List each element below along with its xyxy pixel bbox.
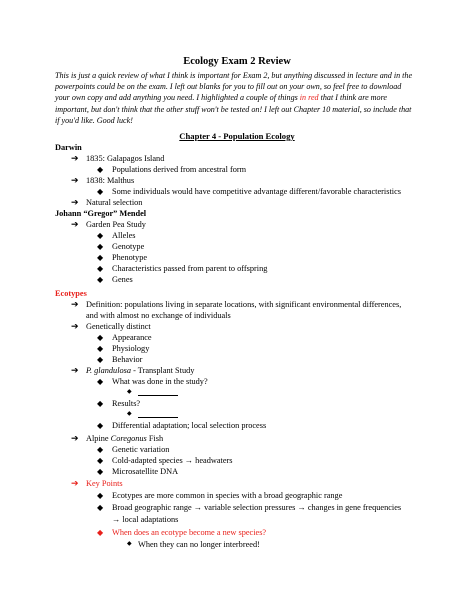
list-item: When they can no longer interbreed!	[138, 540, 260, 549]
diamond-bullet: ◆	[97, 503, 104, 512]
heading-darwin: Darwin	[55, 143, 82, 152]
list-item: Garden Pea Study	[86, 220, 146, 229]
arrow-bullet: ➔	[71, 197, 79, 207]
diamond-bullet: ◆	[97, 231, 104, 240]
diamond-bullet: ◆	[97, 264, 104, 273]
blank-line	[138, 387, 178, 396]
list-item: Definition: populations living in separate locations, with significant environmental differences,	[86, 300, 402, 309]
list-item	[86, 365, 194, 376]
list-item: Differential adaptation; local selection process	[112, 421, 267, 430]
list-item: Genetic variation	[112, 445, 170, 454]
list-item: Natural selection	[86, 198, 143, 207]
list-item: Characteristics passed from parent to offspring	[112, 264, 268, 273]
list-item	[86, 433, 163, 444]
diamond-bullet: ◆	[97, 399, 104, 408]
small-diamond-bullet: ◆	[127, 389, 132, 395]
diamond-bullet: ◆	[97, 344, 104, 353]
list-item: 1835: Galapagos Island	[86, 154, 165, 163]
arrow-bullet: ➔	[71, 321, 79, 331]
small-diamond-bullet: ◆	[127, 411, 132, 417]
list-item: Genetically distinct	[86, 322, 151, 331]
heading-ecotypes: Ecotypes	[55, 289, 87, 298]
list-item-text: Alpine	[86, 434, 111, 443]
list-item: Appearance	[112, 333, 152, 342]
small-diamond-bullet: ◆	[127, 541, 132, 547]
list-item: Microsatellite DNA	[112, 467, 179, 476]
document-title: Ecology Exam 2 Review	[183, 56, 291, 67]
diamond-bullet: ◆	[97, 187, 104, 196]
list-item: Genotype	[112, 242, 145, 251]
list-item-text: - Transplant Study	[131, 366, 195, 375]
blank-line	[138, 409, 178, 418]
list-item: Physiology	[112, 344, 150, 353]
list-item: Phenotype	[112, 253, 148, 262]
intro-paragraph	[55, 70, 417, 126]
diamond-bullet: ◆	[97, 355, 104, 364]
diamond-bullet: ◆	[97, 253, 104, 262]
list-item: Cold-adapted species → headwaters	[112, 456, 233, 465]
diamond-bullet: ◆	[97, 491, 104, 500]
key-points-heading: Key Points	[86, 479, 123, 488]
list-item: Alleles	[112, 231, 136, 240]
arrow-bullet: ➔	[71, 219, 79, 229]
heading-mendel: Johann “Gregor” Mendel	[55, 209, 147, 218]
diamond-bullet: ◆	[97, 242, 104, 251]
diamond-bullet: ◆	[97, 333, 104, 342]
chapter-heading: Chapter 4 - Population Ecology	[179, 131, 295, 141]
list-item: What was done in the study?	[112, 377, 208, 386]
diamond-bullet: ◆	[97, 165, 104, 174]
list-item-highlight: When does an ecotype become a new species?	[112, 528, 267, 537]
list-item: Ecotypes are more common in species with a broad geographic range	[112, 491, 343, 500]
arrow-bullet: ➔	[71, 175, 79, 185]
diamond-bullet: ◆	[97, 467, 104, 476]
species-name: P. glandulosa	[86, 366, 132, 375]
list-item: Genes	[112, 275, 133, 284]
arrow-bullet: ➔	[71, 478, 79, 488]
intro-red-text: in red	[299, 93, 319, 103]
diamond-bullet: ◆	[97, 528, 104, 537]
arrow-bullet: ➔	[71, 365, 79, 375]
list-item: 1838: Malthus	[86, 176, 135, 185]
intro-text-1: This is just a quick review of what I think is important for Exam 2, but anything discussed in lecture and in the powerpoints could be on the exam. I left out blanks for you to fill out on your own, so feel free to download your own copy and add anything you need. I highlighted a couple of things	[55, 71, 413, 103]
diamond-bullet: ◆	[97, 421, 104, 430]
list-item: Behavior	[112, 355, 143, 364]
list-item-text: Fish	[146, 434, 164, 443]
fill-in-blank	[138, 387, 178, 399]
list-item: Broad geographic range → variable selection pressures → changes in gene frequencies	[112, 503, 402, 512]
species-name: Coregonus	[110, 434, 147, 443]
diamond-bullet: ◆	[97, 445, 104, 454]
list-item: Results?	[112, 399, 141, 408]
list-item-continued: → local adaptations	[112, 515, 179, 524]
diamond-bullet: ◆	[97, 377, 104, 386]
arrow-bullet: ➔	[71, 299, 79, 309]
arrow-bullet: ➔	[71, 433, 79, 443]
intro-text-2: that I think are more important, but don't think that the other stuff won't be tested on! I left out Chapter 10 material, so include that if you'd like. Good luck!	[55, 93, 412, 125]
diamond-bullet: ◆	[97, 275, 104, 284]
arrow-bullet: ➔	[71, 153, 79, 163]
list-item: Populations derived from ancestral form	[112, 165, 247, 174]
list-item-continued: and with almost no exchange of individuals	[86, 311, 231, 320]
diamond-bullet: ◆	[97, 456, 104, 465]
list-item: Some individuals would have competitive advantage different/favorable characteristics	[112, 187, 401, 196]
